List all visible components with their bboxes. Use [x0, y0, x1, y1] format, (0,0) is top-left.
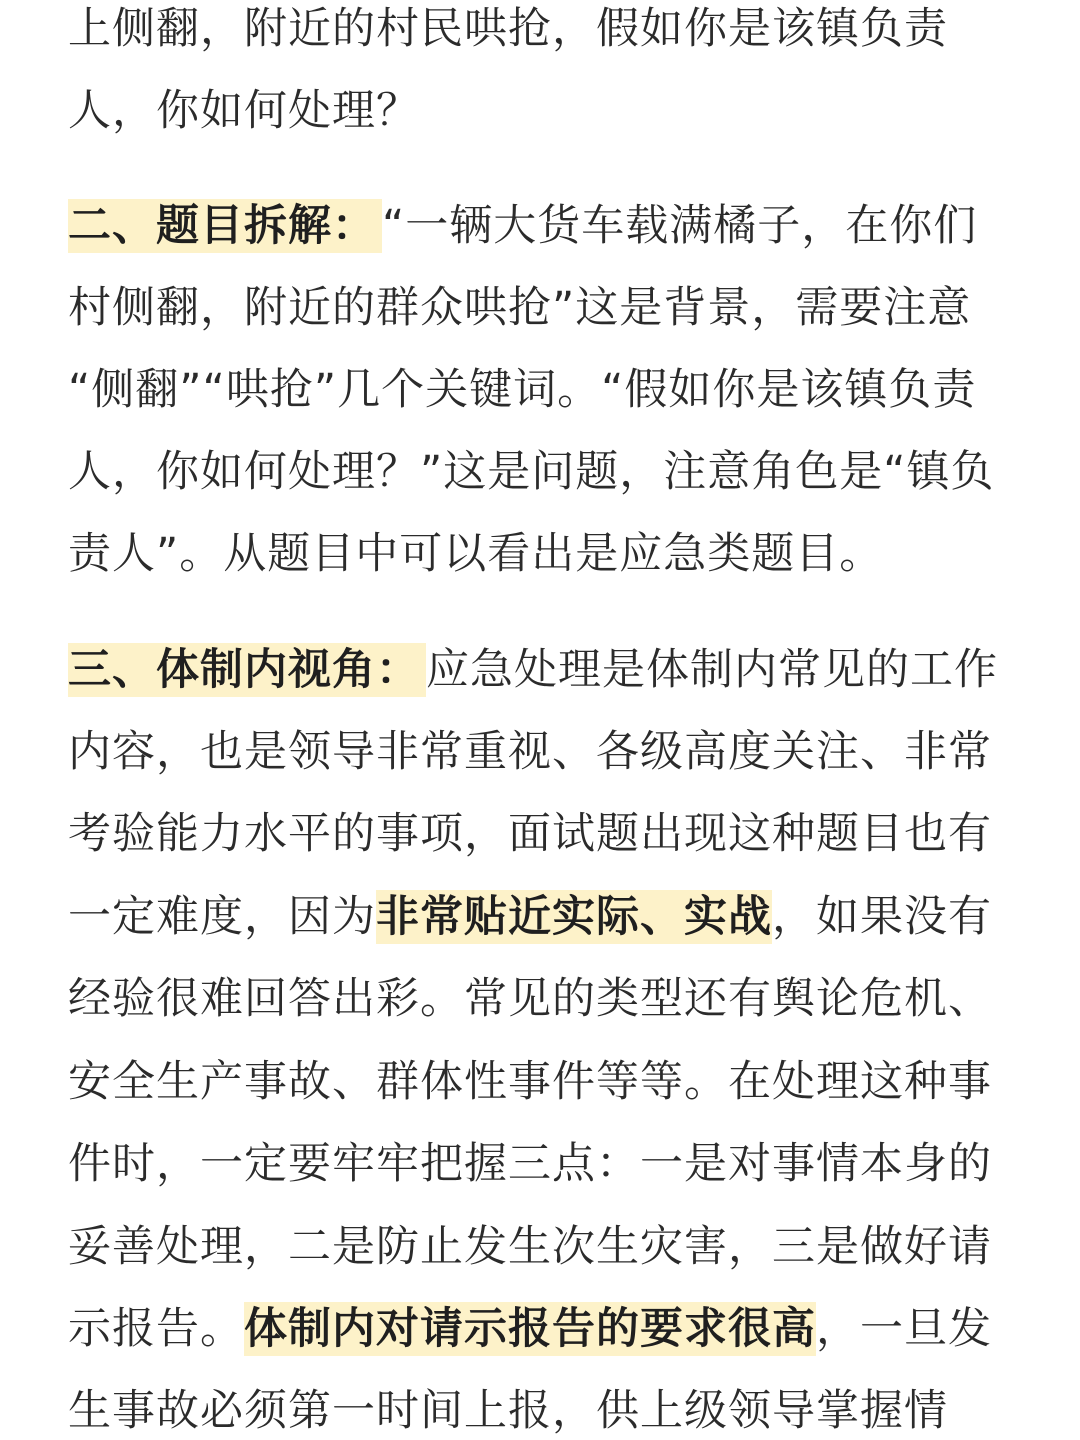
section-two-first-line: [68, 185, 1020, 267]
text-fragment: 示报告。: [68, 1304, 244, 1354]
text-line: 生事故必须第一时间上报，供上级领导掌握情: [68, 1386, 948, 1436]
text-line: 考验能力水平的事项，面试题出现这种题目也有: [68, 809, 992, 859]
text-line: 责人”。从题目中可以看出是应急类题目。: [68, 529, 884, 579]
text-line: 人，你如何处理？”这是问题，注意角色是“镇负: [68, 447, 995, 497]
text-fragment: ，如果没有: [772, 892, 992, 942]
section-three-first-line: [68, 629, 1020, 711]
highlighted-phrase: 体制内对请示报告的要求很高: [244, 1304, 816, 1354]
text-line: 上侧翻，附近的村民哄抢，假如你是该镇负责: [68, 4, 948, 54]
section-two-heading: 二、题目拆解：: [68, 199, 382, 253]
text-fragment: “一辆大货车载满橘子，在你们: [382, 201, 978, 251]
text-line: 经验很难回答出彩。常见的类型还有舆论危机、: [68, 974, 992, 1024]
highlighted-phrase: 非常贴近实际、实战: [376, 892, 772, 942]
text-line: 妥善处理，二是防止发生次生灾害，三是做好请: [68, 1222, 992, 1272]
text-fragment: 一定难度，因为: [68, 892, 376, 942]
section-three-heading: 三、体制内视角：: [68, 643, 426, 697]
text-line: [68, 876, 1020, 958]
text-fragment: ，一旦发: [816, 1304, 992, 1354]
text-line: 安全生产事故、群体性事件等等。在处理这种事: [68, 1057, 992, 1107]
text-line: 人，你如何处理？: [68, 86, 420, 136]
text-line: 内容，也是领导非常重视、各级高度关注、非常: [68, 727, 992, 777]
text-line: “侧翻”“哄抢”几个关键词。“假如你是该镇负责: [68, 365, 977, 415]
text-fragment: 应急处理是体制内常见的工作: [426, 645, 998, 695]
text-line: 件时，一定要牢牢把握三点：一是对事情本身的: [68, 1139, 992, 1189]
text-line: [68, 1288, 1020, 1370]
text-line: 村侧翻，附近的群众哄抢”这是背景，需要注意: [68, 283, 972, 333]
